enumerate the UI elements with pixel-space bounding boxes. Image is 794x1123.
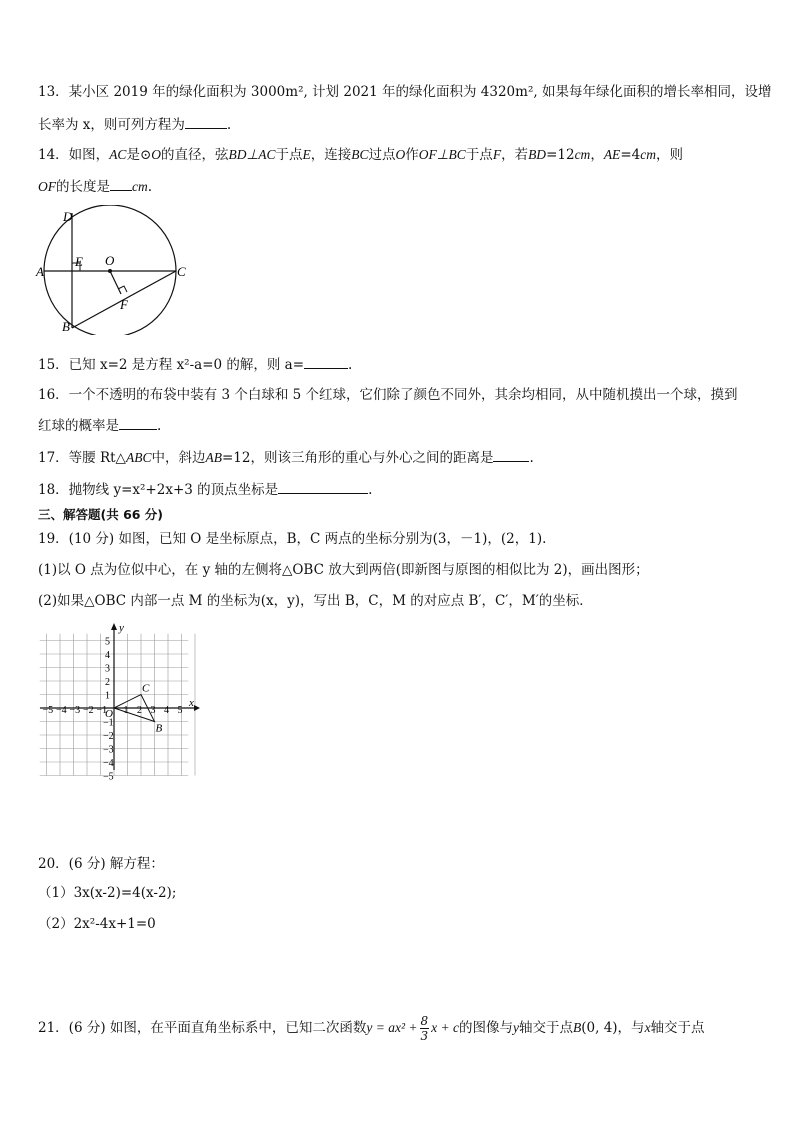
q14-t3: 的直径，弦 (161, 147, 229, 163)
x-tick-label: 1 (123, 705, 129, 716)
q14-BD: BD (528, 147, 547, 162)
y-tick-label: 3 (105, 663, 110, 675)
label-C: C (177, 264, 186, 279)
y-tick-label: −4 (103, 758, 114, 769)
q21-B: B (573, 1020, 582, 1035)
label-E: E (75, 254, 83, 269)
y-axis-label: y (119, 622, 124, 634)
y-tick-label: 4 (105, 650, 110, 661)
y-tick-label: −1 (103, 717, 114, 729)
q21-x: x (644, 1020, 651, 1035)
q17-line (38, 448, 534, 467)
q21-fraction (420, 1014, 430, 1043)
q21-t1: 21．(6 分) 如图，在平面直角坐标系中，已知二次函数 (38, 1020, 367, 1036)
point-B-label: B (155, 722, 163, 735)
q18-answer-blank[interactable] (278, 480, 368, 494)
q19-coordinate-grid (34, 620, 204, 780)
q17-t2: 中，斜边 (151, 450, 206, 466)
q19-line2: (1)以 O 点为位似中心，在 y 轴的左侧将△OBC 放大到两倍(即新图与原图的相似比为 2)，画出图形； (38, 562, 649, 578)
q21-expr1: y = ax² + (366, 1020, 418, 1035)
q19-line3: (2)如果△OBC 内部一点 M 的坐标为(x，y)，写出 B，C，M 的对应点 B′，C′，M′的坐标． (38, 593, 593, 609)
q14-t8: 于点 (465, 147, 493, 163)
x-tick-label: −4 (56, 705, 67, 716)
q15-end: . (348, 357, 353, 373)
q14-t9: ，若 (501, 147, 529, 163)
q14-t13: . (147, 179, 153, 195)
q14-BD-perp-AC: BD⊥AC (228, 147, 276, 162)
q14-cm2: cm (640, 147, 656, 162)
q14-circle-figure (34, 205, 194, 335)
y-tick-label: −2 (103, 731, 114, 742)
q20-part2: （2）2x²-4x+1=0 (38, 916, 156, 932)
q14-line2 (38, 177, 152, 196)
q17-end: . (529, 450, 534, 466)
q15-text: 15．已知 x=2 是方程 x²-a=0 的解，则 a= (38, 357, 305, 373)
y-tick-label: 2 (105, 677, 110, 688)
x-tick-label: −5 (42, 705, 54, 716)
y-tick-label: 1 (105, 690, 110, 702)
q21-t3: 轴交于点 (519, 1020, 574, 1036)
q14-t12: 的长度是 (56, 179, 110, 195)
x-tick-label: 5 (177, 705, 183, 716)
q14-eq4: =4 (620, 147, 641, 163)
q13-answer-blank[interactable] (185, 115, 227, 129)
q14-answer-blank[interactable] (110, 177, 132, 191)
origin-label: O (105, 708, 113, 720)
q14-t11: ，则 (655, 147, 683, 163)
segment-OF (110, 271, 121, 294)
x-tick-label: −2 (83, 705, 94, 716)
q21-denominator: 3 (420, 1029, 429, 1043)
y-tick-label: −3 (103, 744, 114, 756)
q14-cm3: cm (132, 179, 148, 194)
section-3-heading: 三、解答题(共 66 分) (38, 507, 164, 522)
q17-t1: 17．等腰 Rt△ (38, 450, 126, 466)
q14-t1: 14．如图， (38, 147, 110, 163)
q21-y: y (513, 1020, 520, 1035)
q19-line1: 19．(10 分) 如图，已知 O 是坐标原点，B，C 两点的坐标分别为(3，－1)，(2，1). (38, 531, 547, 547)
q20-title: 20．(6 分) 解方程： (38, 856, 164, 872)
q14-F: F (492, 147, 502, 162)
q14-BC: BC (351, 147, 369, 162)
q17-t3: =12，则该三角形的重心与外心之间的距离是 (221, 450, 494, 466)
x-axis-label: x (189, 697, 194, 709)
center-point-O (108, 269, 112, 273)
q16-text: 红球的概率是 (38, 418, 119, 434)
q14-t4: 于点 (275, 147, 303, 163)
q14-t5: ，连接 (310, 147, 352, 163)
q18-line (38, 480, 372, 499)
q15-answer-blank[interactable] (304, 355, 348, 369)
q13-line1: 13．某小区 2019 年的绿化面积为 3000m², 计划 2021 年的绿化面积为 4320m², 如果每年绿化面积的增长率相同，设增 (38, 84, 772, 100)
q20-part1: （1）3x(x-2)=4(x-2); (38, 885, 177, 901)
y-tick-label: −5 (103, 771, 114, 780)
q14-O: O (151, 147, 162, 162)
q14-OF: OF (38, 179, 56, 194)
label-F: F (120, 297, 128, 312)
q17-ABC: ABC (125, 450, 152, 465)
x-tick-label: −3 (69, 705, 81, 716)
label-D: D (63, 209, 73, 224)
x-tick-label: 4 (164, 705, 169, 716)
label-A: A (36, 264, 44, 279)
q14-t6: 过点 (368, 147, 396, 163)
q16-end: . (157, 418, 162, 434)
q14-t10: ， (590, 147, 604, 163)
q13-text: 长率为 x，则可列方程为 (38, 117, 185, 133)
q14-AC: AC (109, 147, 127, 162)
q16-line1: 16．一个不透明的布袋中装有 3 个白球和 5 个红球，它们除了颜色不同外，其余均相同，从中随机摸出一个球，摸到 (38, 387, 738, 403)
q13-line2 (38, 115, 231, 134)
q13-end: . (226, 117, 232, 133)
q21-t2: 的图像与 (459, 1020, 514, 1036)
q16-line2 (38, 416, 161, 435)
x-tick-label: 3 (150, 705, 156, 716)
q14-t7: 作 (405, 147, 419, 163)
x-tick-label: 2 (137, 705, 142, 716)
q21-numerator: 8 (420, 1014, 429, 1028)
label-O: O (105, 253, 115, 268)
q21-t5: 轴交于点 (650, 1020, 705, 1036)
q18-text: 18．抛物线 y=x²+2x+3 的顶点坐标是 (38, 482, 279, 498)
q21-line (38, 1014, 705, 1043)
q21-expr2: x + c (431, 1020, 460, 1035)
q14-E: E (302, 147, 311, 162)
q15-line (38, 355, 352, 374)
q14-O2: O (395, 147, 406, 162)
q14-t2: 是⊙ (126, 147, 152, 163)
q14-line1 (38, 146, 683, 164)
q17-AB: AB (205, 450, 222, 465)
x-axis-arrow (194, 705, 200, 711)
q21-t4: (0, 4)，与 (581, 1020, 645, 1036)
q18-end: . (368, 482, 373, 498)
point-C-label: C (142, 682, 150, 695)
x-tick-label: −1 (96, 705, 108, 716)
y-tick-label: 5 (105, 636, 110, 648)
q14-AE: AE (603, 147, 621, 162)
q14-cm1: cm (574, 147, 591, 162)
q14-eq12: =12 (546, 147, 575, 163)
q14-OF-perp-BC: OF⊥BC (418, 147, 466, 162)
q17-answer-blank[interactable] (493, 448, 529, 462)
label-B: B (62, 319, 70, 334)
q16-answer-blank[interactable] (119, 416, 157, 430)
y-axis-arrow (111, 623, 117, 630)
